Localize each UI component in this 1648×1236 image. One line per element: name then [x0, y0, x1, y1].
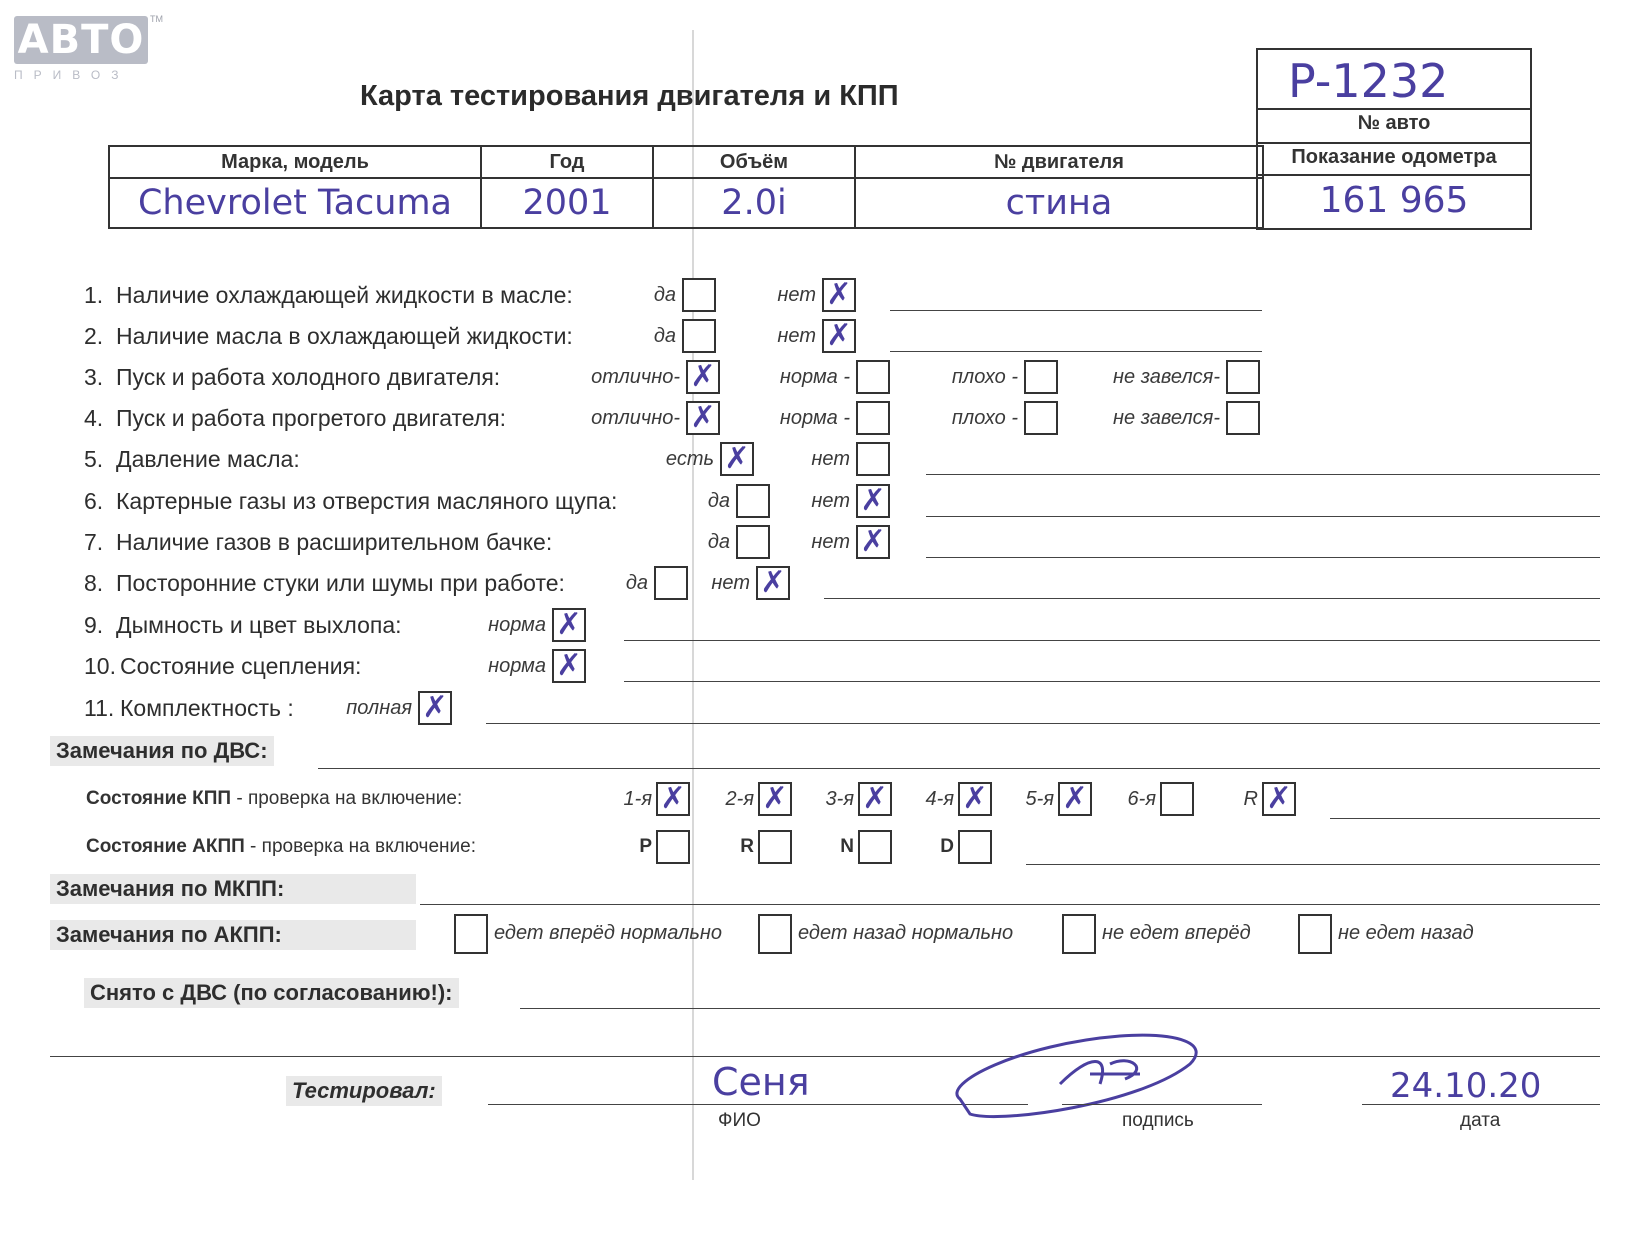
question-text: Комплектность :: [120, 695, 294, 721]
question-text: Наличие охлаждающей жидкости в масле:: [116, 282, 573, 308]
option-label: норма: [488, 655, 546, 677]
signature-line: [1062, 1104, 1262, 1105]
remarks-mkpp-label: Замечания по МКПП:: [50, 874, 416, 904]
option-checkbox[interactable]: ✗: [686, 360, 720, 394]
answer-line: [824, 598, 1600, 599]
option-checkbox[interactable]: ✗: [756, 566, 790, 600]
col-model: Марка, модель: [109, 146, 481, 178]
question-text: Пуск и работа холодного двигателя:: [116, 364, 501, 390]
option-checkbox[interactable]: ✗: [856, 525, 890, 559]
option-label: норма -: [779, 407, 850, 429]
value-model: Chevrolet Tacuma: [109, 178, 481, 228]
question-text: Картерные газы из отверстия масляного щупа:: [116, 488, 618, 514]
odometer-value: 161 965: [1319, 180, 1469, 221]
option-label: нет: [777, 325, 816, 347]
reference-box: [1256, 48, 1532, 230]
option-checkbox[interactable]: [1226, 401, 1260, 435]
option-checkbox[interactable]: ✗: [418, 691, 452, 725]
akpp-remark-checkbox[interactable]: [1298, 914, 1332, 954]
option-label: да: [707, 490, 730, 512]
removed-line: [520, 1008, 1600, 1009]
date-label: дата: [1460, 1110, 1501, 1131]
removed-label: Снято с ДВС (по согласованию!):: [84, 978, 459, 1008]
option-checkbox[interactable]: ✗: [856, 484, 890, 518]
akpp-label: [86, 836, 476, 858]
question-number: 3.: [84, 364, 104, 390]
answer-line: [624, 640, 1600, 641]
option-label: норма -: [779, 366, 850, 388]
kpp-gear-label: R: [1243, 788, 1258, 810]
option-label: норма: [488, 614, 546, 636]
kpp-gear-label: 3-я: [825, 788, 854, 810]
akpp-label-bold: Состояние АКПП: [86, 836, 245, 857]
akpp-remark-label: не едет назад: [1338, 922, 1474, 944]
car-number: P-1232: [1288, 54, 1449, 108]
option-checkbox[interactable]: [1226, 360, 1260, 394]
answer-line: [624, 681, 1600, 682]
kpp-gear-checkbox[interactable]: ✗: [758, 782, 792, 816]
option-label: нет: [811, 490, 850, 512]
answer-line: [486, 723, 1600, 724]
akpp-gear-checkbox[interactable]: [858, 830, 892, 864]
option-checkbox[interactable]: [1024, 401, 1058, 435]
option-label: есть: [665, 448, 714, 470]
answer-line: [926, 474, 1600, 475]
question-text: Дымность и цвет выхлопа:: [116, 612, 402, 638]
option-label: да: [707, 531, 730, 553]
akpp-remark-checkbox[interactable]: [454, 914, 488, 954]
question-number: 10.: [84, 653, 116, 679]
tester-name: Сеня: [712, 1060, 810, 1104]
akpp-gear-checkbox[interactable]: [656, 830, 690, 864]
kpp-gear-checkbox[interactable]: ✗: [858, 782, 892, 816]
kpp-gear-checkbox[interactable]: ✗: [958, 782, 992, 816]
option-checkbox[interactable]: [856, 442, 890, 476]
value-engine-number: стина: [855, 178, 1263, 228]
option-label: отлично-: [591, 407, 680, 429]
question-number: 4.: [84, 405, 104, 431]
col-year: Год: [481, 146, 653, 178]
akpp-remark-label: не едет вперёд: [1102, 922, 1251, 944]
question-text: Наличие газов в расширительном бачке:: [116, 529, 553, 555]
option-label: нет: [711, 572, 750, 594]
question-number: 2.: [84, 323, 104, 349]
question-text: Давление масла:: [116, 446, 300, 472]
option-label: нет: [811, 531, 850, 553]
logo-subtitle: ПРИВОЗ: [14, 68, 130, 82]
odometer-label: Показание одометра: [1291, 146, 1497, 168]
value-volume: 2.0i: [653, 178, 855, 228]
kpp-gear-label: 2-я: [725, 788, 754, 810]
kpp-line: [1330, 818, 1600, 819]
vehicle-info-table: [108, 145, 1264, 229]
option-label: нет: [811, 448, 850, 470]
option-checkbox[interactable]: ✗: [552, 608, 586, 642]
question-number: 6.: [84, 488, 104, 514]
question-number: 5.: [84, 446, 104, 472]
akpp-remark-checkbox[interactable]: [758, 914, 792, 954]
logo-trademark: TM: [150, 14, 163, 24]
option-checkbox[interactable]: [1024, 360, 1058, 394]
question-number: 7.: [84, 529, 104, 555]
answer-line: [890, 310, 1262, 311]
question-number: 1.: [84, 282, 104, 308]
question-text: Пуск и работа прогретого двигателя:: [116, 405, 507, 431]
akpp-gear-label: D: [940, 836, 954, 857]
fio-label: ФИО: [718, 1110, 761, 1131]
remarks-engine-line: [318, 768, 1600, 769]
answer-line: [926, 516, 1600, 517]
akpp-gear-label: N: [840, 836, 854, 857]
question-number: 8.: [84, 570, 104, 596]
option-checkbox[interactable]: ✗: [720, 442, 754, 476]
option-label: да: [653, 325, 676, 347]
akpp-gear-label: R: [740, 836, 754, 857]
signature: [940, 1024, 1240, 1124]
akpp-label-rest: - проверка на включение:: [244, 836, 476, 857]
kpp-gear-checkbox[interactable]: ✗: [1262, 782, 1296, 816]
kpp-label-bold: Состояние КПП: [86, 788, 232, 809]
page-title: Карта тестирования двигателя и КПП: [360, 80, 899, 112]
remarks-akpp-label: Замечания по АКПП:: [50, 920, 416, 950]
kpp-gear-label: 5-я: [1025, 788, 1054, 810]
akpp-gear-checkbox[interactable]: [758, 830, 792, 864]
question-number: 11.: [84, 695, 115, 721]
akpp-remark-label: едет назад нормально: [798, 922, 1014, 944]
akpp-line: [1026, 864, 1600, 865]
kpp-gear-checkbox[interactable]: [1160, 782, 1194, 816]
option-label: отлично-: [591, 366, 680, 388]
option-label: да: [653, 284, 676, 306]
option-label: да: [625, 572, 648, 594]
option-label: плохо -: [951, 407, 1018, 429]
question-text: Наличие масла в охлаждающей жидкости:: [116, 323, 573, 349]
kpp-label-rest: - проверка на включение:: [231, 788, 463, 809]
akpp-remark-label: едет вперёд нормально: [494, 922, 723, 944]
option-checkbox[interactable]: ✗: [686, 401, 720, 435]
akpp-remark-checkbox[interactable]: [1062, 914, 1096, 954]
option-label: нет: [777, 284, 816, 306]
option-label: полная: [346, 697, 412, 719]
answer-line: [926, 557, 1600, 558]
kpp-label: [86, 788, 462, 810]
logo: АВТО: [14, 16, 148, 64]
question-text: Посторонние стуки или шумы при работе:: [116, 570, 565, 596]
kpp-gear-checkbox[interactable]: ✗: [1058, 782, 1092, 816]
answer-line: [890, 351, 1262, 352]
remarks-engine-label: Замечания по ДВС:: [50, 736, 274, 766]
test-date: 24.10.20: [1390, 1066, 1542, 1106]
option-checkbox[interactable]: ✗: [822, 319, 856, 353]
option-label: не завелся-: [1113, 366, 1220, 388]
date-line: [1362, 1104, 1600, 1105]
option-checkbox[interactable]: ✗: [822, 278, 856, 312]
kpp-gear-checkbox[interactable]: ✗: [656, 782, 690, 816]
akpp-gear-checkbox[interactable]: [958, 830, 992, 864]
option-label: плохо -: [951, 366, 1018, 388]
kpp-gear-label: 4-я: [925, 788, 954, 810]
akpp-gear-label: P: [639, 836, 652, 857]
option-label: не завелся-: [1113, 407, 1220, 429]
col-volume: Объём: [653, 146, 855, 178]
col-engine-number: № двигателя: [855, 146, 1263, 178]
value-year: 2001: [481, 178, 653, 228]
car-number-label: № авто: [1357, 112, 1431, 134]
question-number: 9.: [84, 612, 104, 638]
question-text: Состояние сцепления:: [120, 653, 362, 679]
separator-line: [50, 1056, 1600, 1057]
signature-label: подпись: [1122, 1110, 1194, 1131]
kpp-gear-label: 6-я: [1127, 788, 1156, 810]
tested-by-label: Тестировал:: [286, 1076, 442, 1106]
remarks-mkpp-line: [420, 904, 1600, 905]
option-checkbox[interactable]: ✗: [552, 649, 586, 683]
kpp-gear-label: 1-я: [623, 788, 652, 810]
